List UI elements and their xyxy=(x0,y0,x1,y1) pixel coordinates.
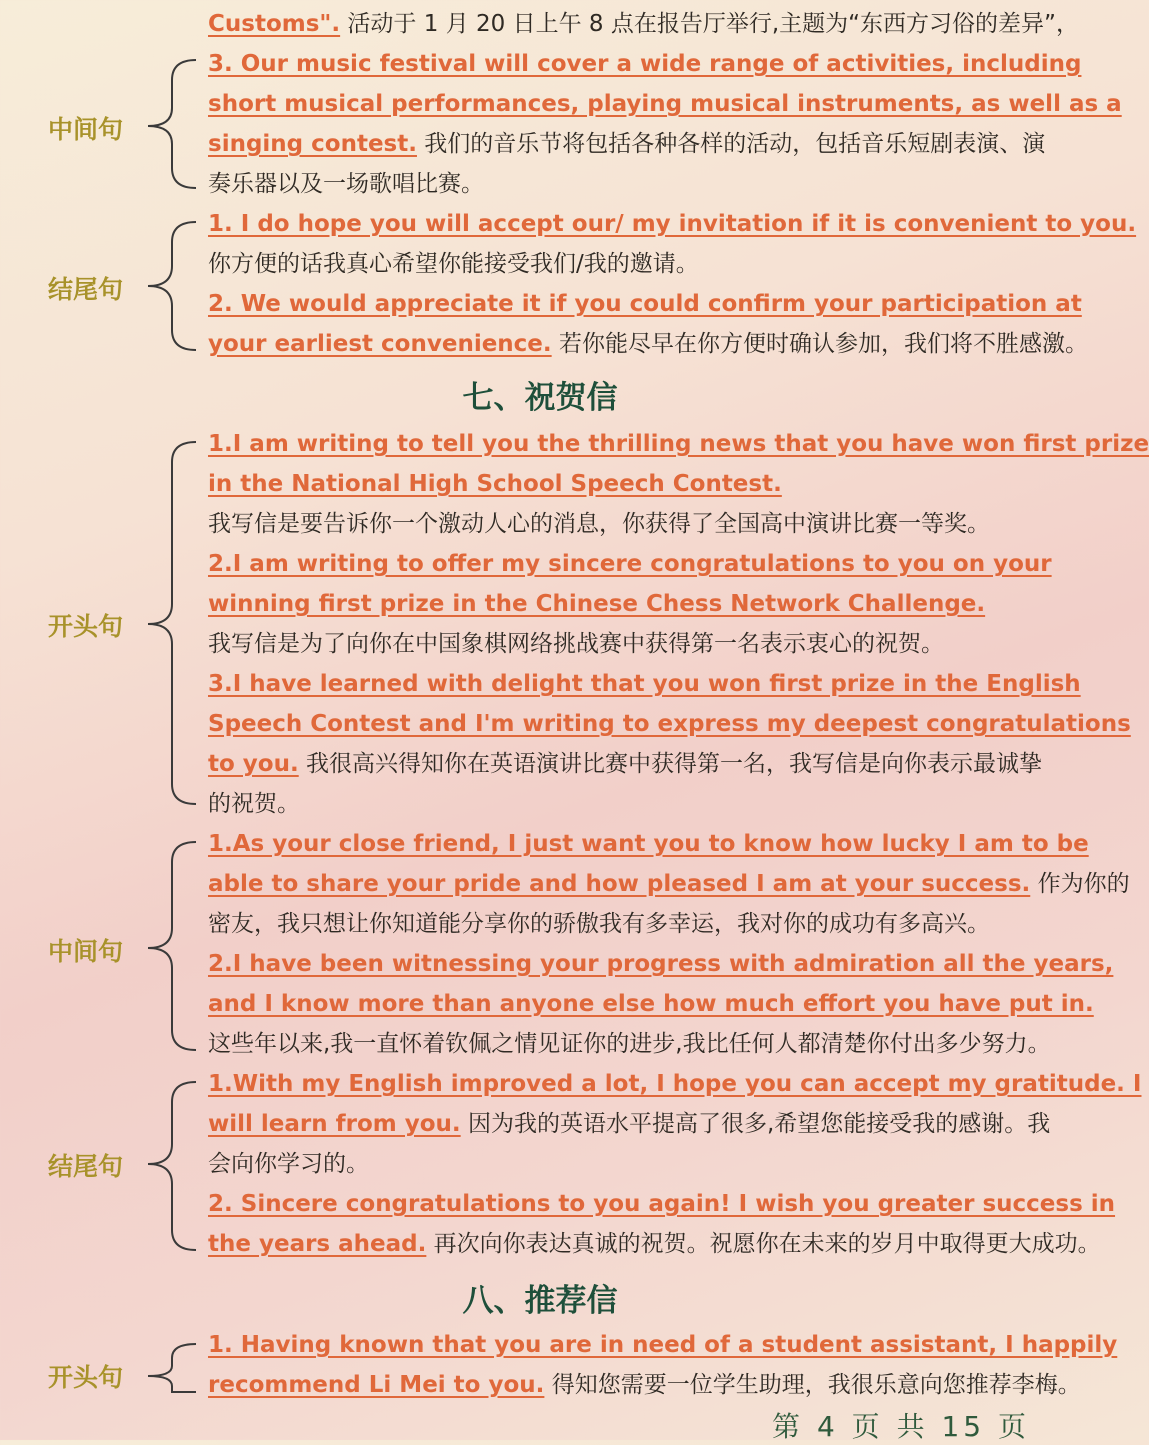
chinese-translation: 因为我的英语水平提高了很多,希望您能接受我的感谢。我 xyxy=(460,1111,1051,1137)
text-line xyxy=(208,984,1094,1024)
english-sentence: 1.As your close friend, I just want you to know how lucky I am to be xyxy=(208,831,1089,857)
english-sentence: 1. I do hope you will accept our/ my invitation if it is convenient to you. xyxy=(208,211,1137,237)
text-line xyxy=(208,84,1122,124)
label-opening-sentence: 开头句 xyxy=(48,612,124,641)
english-sentence: winning first prize in the Chinese Chess Network Challenge. xyxy=(208,591,986,617)
text-line xyxy=(208,1365,1081,1405)
english-sentence: 2.I am writing to offer my sincere congratulations to you on your xyxy=(208,551,1052,577)
text-line xyxy=(208,504,1040,544)
text-line xyxy=(208,124,1046,164)
english-sentence: your earliest convenience. xyxy=(208,331,552,357)
text-line xyxy=(208,544,1052,584)
text-line xyxy=(208,944,1114,984)
chinese-translation: 这些年以来,我一直怀着钦佩之情见证你的进步,我比任何人都清楚你付出多少努力。 xyxy=(208,1031,1051,1057)
english-sentence: in the National High School Speech Contest. xyxy=(208,471,782,497)
text-line xyxy=(208,1325,1118,1365)
chinese-translation: 奏乐器以及一场歌唱比赛。 xyxy=(208,171,484,197)
chinese-translation: 的祝贺。 xyxy=(208,791,300,817)
text-line xyxy=(208,824,1089,864)
chinese-translation: 得知您需要一位学生助理，我很乐意向您推荐李梅。 xyxy=(544,1372,1081,1398)
label-closing-sentence-2: 结尾句 xyxy=(48,1152,124,1181)
text-line xyxy=(208,324,1088,364)
label-closing-sentence: 结尾句 xyxy=(48,275,124,304)
text-line xyxy=(208,904,1040,944)
english-sentence: 2. Sincere congratulations to you again! I wish you greater success in xyxy=(208,1191,1116,1217)
english-sentence: 1.With my English improved a lot, I hope you can accept my gratitude. I xyxy=(208,1071,1142,1097)
text-line xyxy=(208,204,1137,244)
label-middle-sentence-2: 中间句 xyxy=(48,937,124,966)
english-sentence: singing contest. xyxy=(208,131,417,157)
text-line xyxy=(208,1184,1116,1224)
text-line xyxy=(208,704,1131,744)
chinese-translation: 作为你的 xyxy=(1030,871,1130,897)
english-sentence: 1.I am writing to tell you the thrilling news that you have won first prize xyxy=(208,431,1149,457)
text-line xyxy=(208,424,1149,464)
english-sentence: 3. Our music festival will cover a wide range of activities, including xyxy=(208,51,1082,77)
english-sentence: and I know more than anyone else how much effort you have put in. xyxy=(208,991,1094,1017)
text-line xyxy=(208,164,1040,204)
chinese-translation: 活动于 1 月 20 日上午 8 点在报告厅举行,主题为“东西方习俗的差异”， xyxy=(340,11,1079,37)
english-sentence: 3.I have learned with delight that you won first prize in the English xyxy=(208,671,1081,697)
chinese-translation: 我写信是为了向你在中国象棋网络挑战赛中获得第一名表示衷心的祝贺。 xyxy=(208,631,944,657)
text-line xyxy=(208,464,1040,504)
text-line xyxy=(208,1104,1051,1144)
text-line xyxy=(208,744,1043,784)
section-title-8: 八、推荐信 xyxy=(462,1283,618,1319)
english-sentence: able to share your pride and how pleased I am at your success. xyxy=(208,871,1031,897)
english-sentence: 2.I have been witnessing your progress with admiration all the years, xyxy=(208,951,1114,977)
text-line xyxy=(208,1144,1040,1184)
english-sentence: Customs". xyxy=(208,11,341,37)
english-sentence: the years ahead. xyxy=(208,1231,427,1257)
text-line xyxy=(208,284,1082,324)
text-line xyxy=(208,584,1040,624)
chinese-translation: 我们的音乐节将包括各种各样的活动，包括音乐短剧表演、演 xyxy=(416,131,1046,157)
text-line xyxy=(208,864,1130,904)
text-line xyxy=(208,784,1040,824)
english-sentence: 1. Having known that you are in need of a student assistant, I happily xyxy=(208,1332,1118,1358)
text-line xyxy=(208,1224,1101,1264)
text-line xyxy=(208,4,1079,44)
page-footer: 第 4 页 共 15 页 xyxy=(772,1410,1030,1443)
label-middle-sentence: 中间句 xyxy=(48,115,124,144)
chinese-translation: 若你能尽早在你方便时确认参加，我们将不胜感激。 xyxy=(551,331,1088,357)
label-opening-sentence-2: 开头句 xyxy=(48,1363,124,1392)
chinese-translation: 会向你学习的。 xyxy=(208,1151,369,1177)
chinese-translation: 密友，我只想让你知道能分享你的骄傲我有多幸运，我对你的成功有多高兴。 xyxy=(208,911,990,937)
english-sentence: to you. xyxy=(208,751,299,777)
english-sentence: will learn from you. xyxy=(208,1111,461,1137)
chinese-translation: 再次向你表达真诚的祝贺。祝愿你在未来的岁月中取得更大成功。 xyxy=(426,1231,1101,1257)
text-line xyxy=(208,1024,1051,1064)
english-sentence: short musical performances, playing musical instruments, as well as a xyxy=(208,91,1122,117)
text-line xyxy=(208,244,1040,284)
text-line xyxy=(208,44,1082,84)
english-sentence: Speech Contest and I'm writing to express my deepest congratulations xyxy=(208,711,1131,737)
chinese-translation: 我写信是要告诉你一个激动人心的消息，你获得了全国高中演讲比赛一等奖。 xyxy=(208,511,990,537)
text-line xyxy=(208,664,1081,704)
chinese-translation: 你方便的话我真心希望你能接受我们/我的邀请。 xyxy=(208,251,699,277)
text-line xyxy=(208,1064,1142,1104)
text-line xyxy=(208,624,1040,664)
chinese-translation: 我很高兴得知你在英语演讲比赛中获得第一名，我写信是向你表示最诚挚 xyxy=(298,751,1043,777)
english-sentence: 2. We would appreciate it if you could confirm your participation at xyxy=(208,291,1082,317)
section-title-7: 七、祝贺信 xyxy=(462,380,618,416)
english-sentence: recommend Li Mei to you. xyxy=(208,1372,545,1398)
